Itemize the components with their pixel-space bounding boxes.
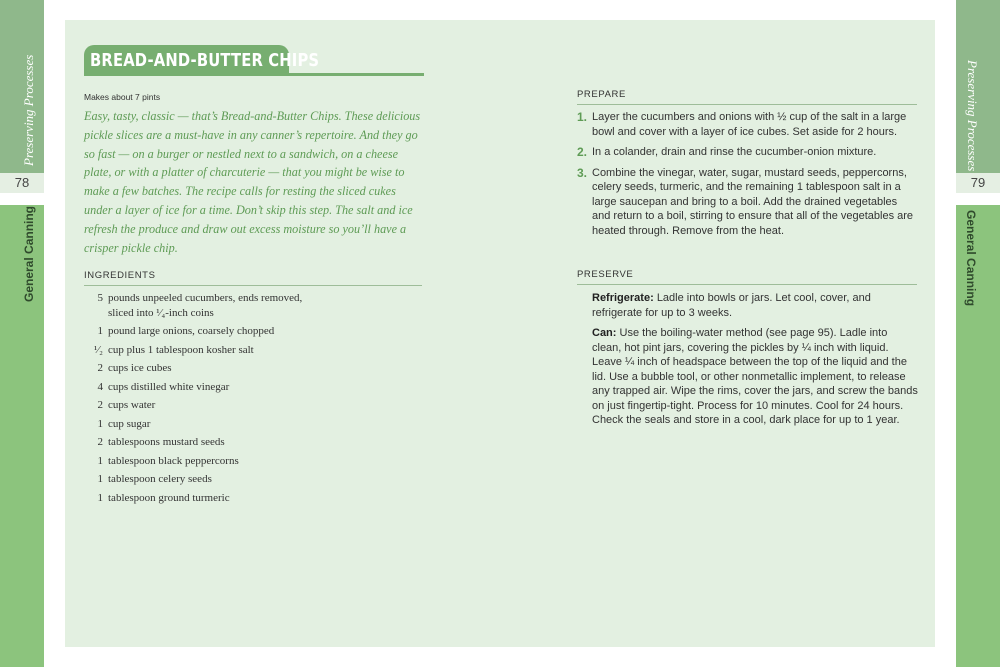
can-label: Can: <box>592 327 617 339</box>
recipe-yield: Makes about 7 pints <box>84 92 161 102</box>
ingredients-rule <box>84 285 422 286</box>
recipe-intro: Easy, tasty, classic — that’s Bread-and-Butter Chips. These delicious pickle slices are a must-have in any canner’s repertoire. And they go so fast — on a burger or nestled next to a sandwich, on a cheese plate, or with a platter of charcuterie — that you might be wise to make a few batches. The recipe calls for resting the sliced cukes under a layer of ice for a time. Don’t skip this step. The salt and ice refresh the produce and draw out excess moisture so you’ll have a crisper pickle chip. <box>84 109 421 255</box>
ingredient-text: tablespoon black peppercorns <box>108 454 239 467</box>
ingredient-item <box>84 417 422 432</box>
ingredient-qty: 1 <box>97 417 103 430</box>
page-number: 79 <box>956 173 1000 193</box>
ingredient-qty: 2 <box>97 362 103 374</box>
ingredient-item <box>84 380 422 395</box>
recipe-title-banner <box>84 45 424 78</box>
ingredient-qty: 1 <box>97 454 103 467</box>
preserve-heading: PRESERVE <box>577 269 634 280</box>
ingredient-item <box>84 291 422 320</box>
prepare-heading: PREPARE <box>577 89 626 100</box>
ingredient-text: tablespoons mustard seeds <box>108 436 225 448</box>
ingredient-text: cup plus 1 tablespoon kosher salt <box>108 343 254 356</box>
preserve-rule <box>577 284 917 285</box>
ingredient-item <box>84 491 422 506</box>
refrigerate-text: Ladle into bowls or jars. Let cool, cover, and refrigerate for up to 3 weeks. <box>592 292 871 319</box>
chapter-label: General Canning <box>22 205 36 302</box>
ingredient-qty: 2 <box>97 436 103 448</box>
ingredient-qty: 5 <box>97 292 103 304</box>
can-instructions <box>592 326 918 428</box>
ingredient-item <box>84 435 422 450</box>
ingredient-text: tablespoon celery seeds <box>108 473 212 485</box>
ingredient-text: pound large onions, coarsely chopped <box>108 325 275 337</box>
step-text: Combine the vinegar, water, sugar, mustard seeds, peppercorns, celery seeds, turmeric, and the remaining 1 tablespoon salt in a large saucepan and bring to a boil. Add the drained vegetables and return to a boil, stirring to ensure that all of the vegetables are heated through. Remove from the heat. <box>592 166 914 237</box>
can-text: Use the boiling-water method (see page 95). Ladle into clean, hot pint jars, covering the pickles by ¼ inch with liquid. Leave ¼ inch of headspace between the top of the liquid and the lid. Use a bubble tool, or other nonmetallic implement, to release any trapped air. Wipe the rims, cover the jars, and screw the bands on just fingertip-tight. Process for 10 minutes. Cool for 24 hours. Check the seals and store in a cool, dark place for up to 1 year. <box>592 327 918 426</box>
ingredient-text: tablespoon ground turmeric <box>108 491 230 504</box>
ingredient-text: cups water <box>108 399 156 411</box>
step-text: Layer the cucumbers and onions with ½ cup of the salt in a large bowl and cover with a layer of ice cubes. Set aside for 2 hours. <box>592 111 907 138</box>
ingredients-list <box>84 291 422 509</box>
step-number: 1. <box>577 110 588 124</box>
ingredient-text: cups distilled white vinegar <box>108 380 230 393</box>
ingredient-qty: 1 <box>97 325 103 337</box>
right-side-tab <box>956 0 1000 667</box>
ingredient-text: cups ice cubes <box>108 362 172 374</box>
ingredient-text: cup sugar <box>108 417 151 430</box>
step-text: In a colander, drain and rinse the cucumber-onion mixture. <box>592 146 877 158</box>
step-item <box>577 166 917 239</box>
page-number: 78 <box>0 173 44 193</box>
ingredient-item <box>84 398 422 413</box>
ingredients-heading: INGREDIENTS <box>84 270 156 281</box>
tab-divider <box>956 193 1000 205</box>
section-label: Preserving Processes <box>965 60 980 172</box>
chapter-label: General Canning <box>964 210 978 307</box>
left-side-tab <box>0 0 44 667</box>
ingredient-qty: 1 <box>97 491 103 504</box>
prepare-steps <box>577 110 917 244</box>
refrigerate-instructions <box>592 291 918 320</box>
section-label: Preserving Processes <box>21 54 36 166</box>
ingredient-qty: 1 <box>97 473 103 485</box>
step-item <box>577 110 917 139</box>
ingredient-qty: 4 <box>97 380 103 393</box>
ingredient-item <box>84 361 422 376</box>
ingredient-text: pounds unpeeled cucumbers, ends removed, sliced into ¹⁄₄-inch coins <box>108 292 303 319</box>
refrigerate-label: Refrigerate: <box>592 292 654 304</box>
ingredient-item <box>84 343 422 358</box>
title-underline <box>84 73 424 76</box>
step-number: 3. <box>577 165 588 180</box>
prepare-rule <box>577 104 917 105</box>
chapter-tab <box>956 205 1000 667</box>
recipe-title: BREAD-AND-BUTTER CHIPS <box>90 50 320 71</box>
step-item <box>577 145 917 160</box>
ingredient-item <box>84 324 422 339</box>
step-number: 2. <box>577 145 588 159</box>
ingredient-item <box>84 472 422 487</box>
ingredient-qty: ¹⁄₂ <box>94 343 103 356</box>
ingredient-item <box>84 454 422 469</box>
tab-divider <box>0 193 44 205</box>
ingredient-qty: 2 <box>97 399 103 411</box>
